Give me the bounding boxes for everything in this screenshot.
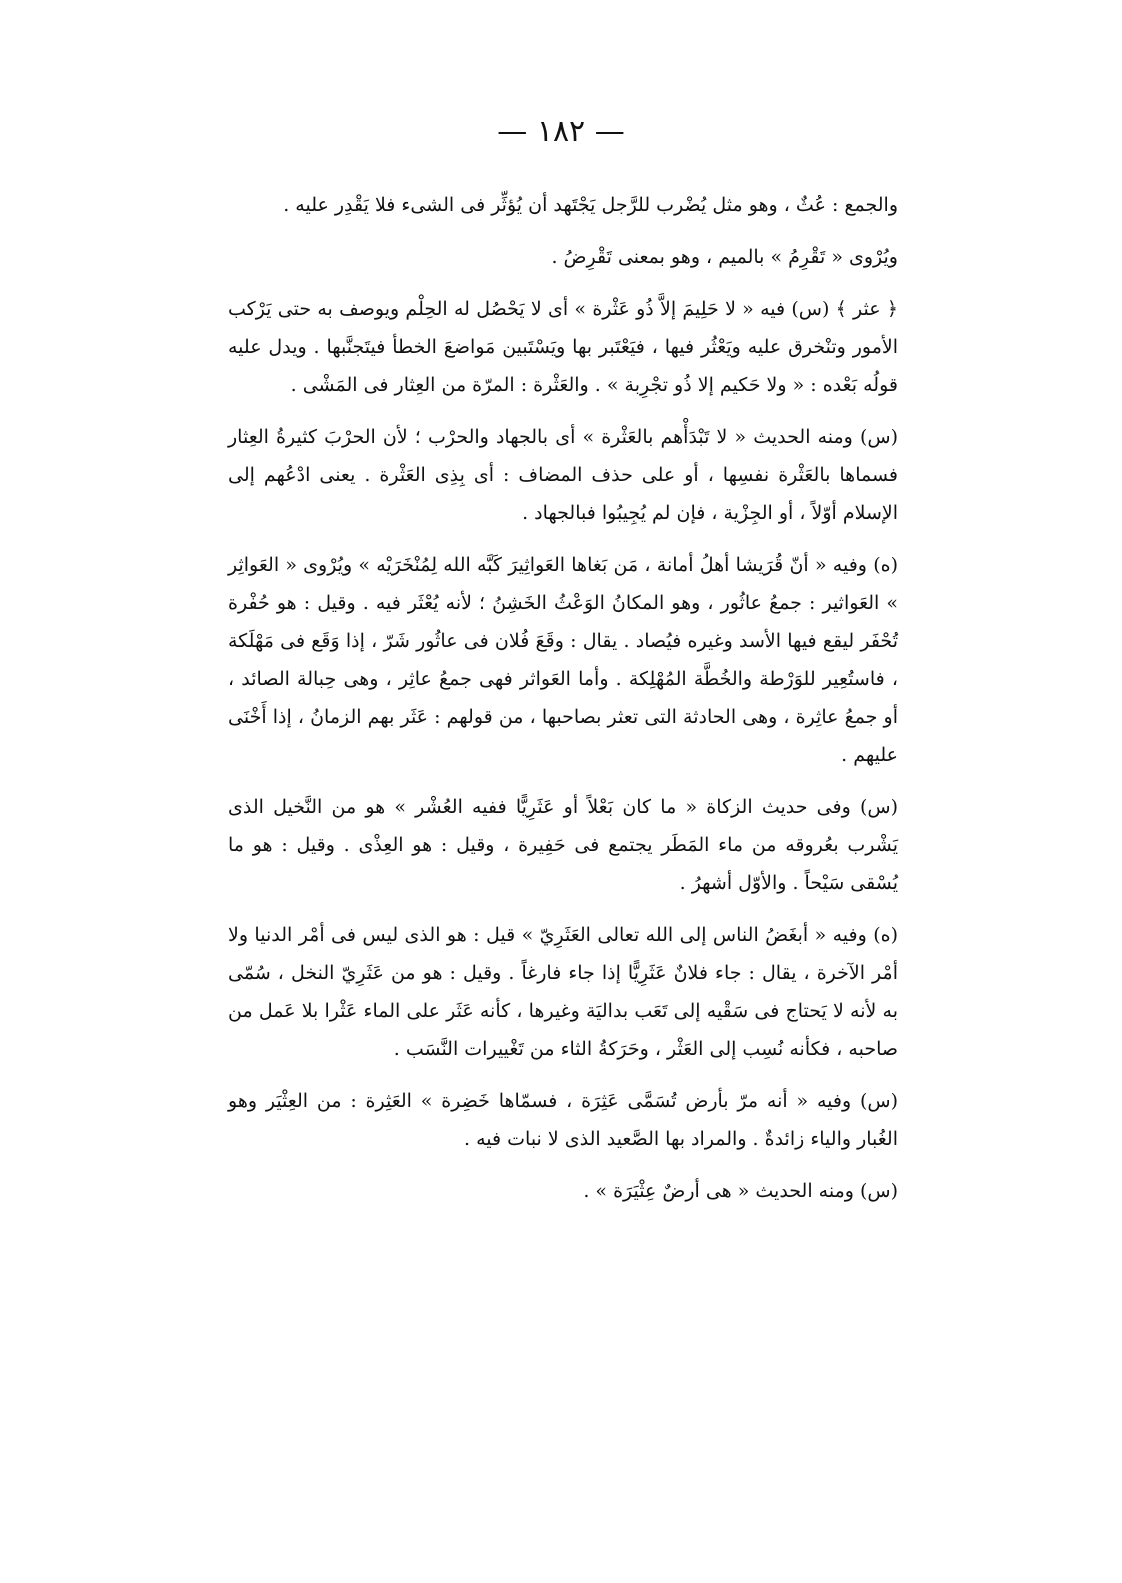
paragraph-9: (س) ومنه الحديث « هى أرضٌ عِثْيَرَة » . [583,1180,898,1202]
paragraph-2: ويُرْوى « تَقْرِمُ » بالميم ، وهو بمعنى تَقْرِضُ . [551,246,898,268]
paragraph-4: (س) ومنه الحديث « لا تَبْدَأْهم بالعَثْرة » أى بالجهاد والحرْب ؛ لأن الحرْبَ كثيرةُ العِثار فسماها بالعَثْرة نفسِها ، أو على حذف المضاف : أى بِذِى العَثْرة . يعنى ادْعُهم إلى الإسلام أوّلاً ، أو الجِزْية ، فإن لم يُجِيبُوا فبالجهاد . [228,426,898,524]
paragraph-7: (ه) وفيه « أبغَضُ الناس إلى الله تعالى العَثَرِيّ » قيل : هو الذى ليس فى أمْر الدنيا ولا أمْر الآخرة ، يقال : جاء فلانٌ عَثَرِيًّا إذا جاء فارغاً . وقيل : هو من عَثَرِيّ النخل ، سُمّى به لأنه لا يَحتاج فى سَقْيه إلى تَعَب بداليَة وغيرها ، كأنه عَثَر على الماء عَثْرا بلا عَمل من صاحبه ، فكأنه نُسِب إلى العَثْر ، وحَرَكةُ الثاء من تَغْييرات النَّسَب . [228,924,898,1060]
main-text [228,186,898,1224]
paragraph-8: (س) وفيه « أنه مرّ بأرض تُسَمَّى عَثِرَة ، فسمّاها خَضِرة » العَثِرة : من العِثْيَر وهو الغُبار والياء زائدةٌ . والمراد بها الصَّعيد الذى لا نبات فيه . [228,1090,898,1150]
page-number: — ١٨٢ — [497,114,625,149]
paragraph-5: (ه) وفيه « أنّ قُرَيشا أهلُ أمانة ، مَن بَغاها العَواثِيرَ كَبَّه الله لِمُنْخَرَيْه » ويُرْوى « العَواثِر » العَواثير : جمعُ عاثُور ، وهو المكانُ الوَعْثُ الخَشِنُ ؛ لأنه يُعْثَر فيه . وقيل : هو حُفْرة تُحْفَر ليقع فيها الأسد وغيره فيُصاد . يقال : وقَعَ فُلان فى عاثُور شَرّ ، إذا وَقَع فى مَهْلَكة ، فاستُعِير للوَرْطة والخُطَّة المُهْلِكة . وأما العَواثر فهى جمعُ عاثِر ، وهى حِبالة الصائد ، أو جمعُ عاثِرة ، وهى الحادثة التى تعثر بصاحبها ، من قولهم : عَثَر بهم الزمانُ ، إذا أَخْنَى عليهم . [228,554,898,766]
paragraph-6: (س) وفى حديث الزكاة « ما كان بَعْلاً أو عَثَرِيًّا ففيه العُشْر » هو من النَّخيل الذى يَشْرب بعُروقه من ماء المَطَر يجتمع فى حَفِيرة ، وقيل : هو العِذْى . وقيل : هو ما يُسْقى سَيْحاً . والأوّل أشهرُ . [228,796,898,894]
entry-athr: ﴿ عثر ﴾ (س) فيه « لا حَلِيمَ إلاَّ ذُو عَثْرة » أى لا يَحْصُل له الحِلْم ويوصف به حتى يَرْكب الأمور وتنْخرق عليه ويَعْثُر فيها ، فيَعْتَبر بها ويَسْتَبين مَواضعَ الخطأ فيتَجنَّبها . ويدل عليه قولُه بَعْده : « ولا حَكيم إلا ذُو تجْرِبة » . والعَثْرة : المرّة من العِثار فى المَشْى . [228,298,898,396]
paragraph-1: والجمع : عُثٌ ، وهو مثل يُضْرب للرَّجل يَجْتَهد أن يُؤثِّر فى الشىء فلا يَقْدِر عليه . [283,194,898,216]
